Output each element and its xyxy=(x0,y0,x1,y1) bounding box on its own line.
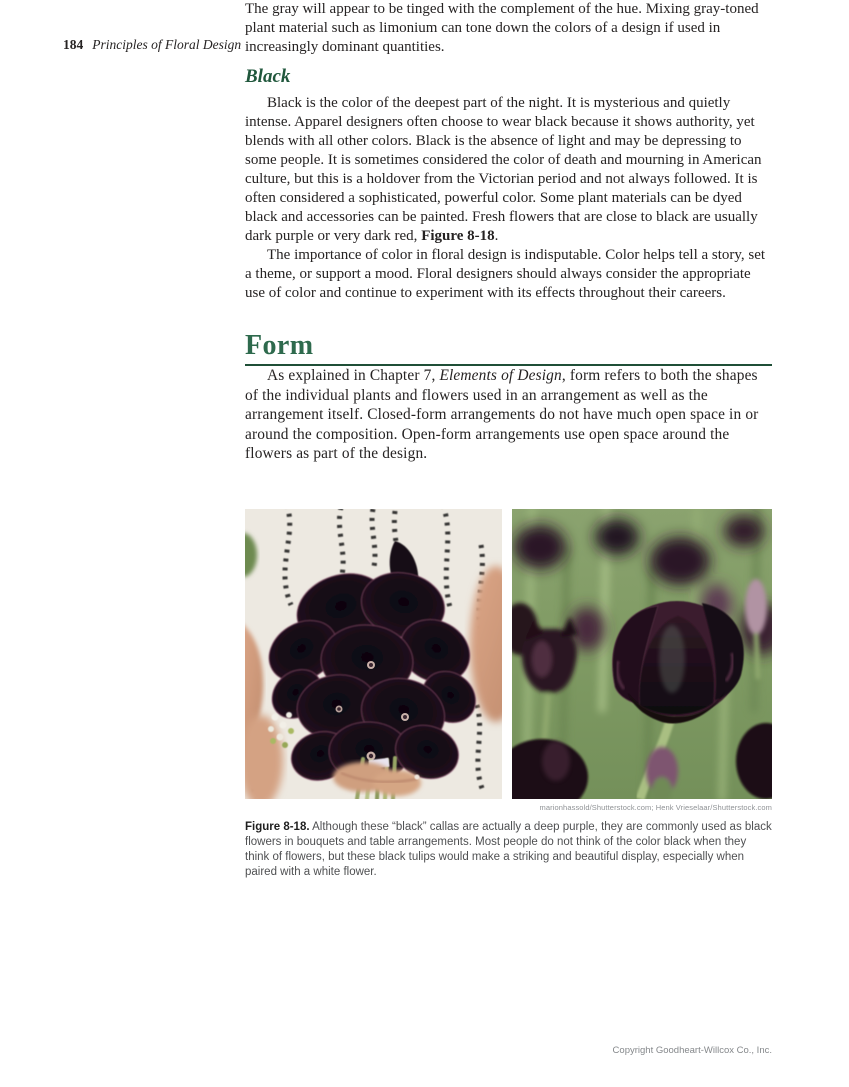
figure-8-18 xyxy=(245,509,772,880)
section-heading-form: Form xyxy=(245,330,314,361)
paragraph-gray-continuation: The gray will appear to be tinged with the complement of the hue. Mixing gray-toned plant material such as limonium can tone down the colors of a design if used in increasingly dominant quantities. xyxy=(245,1,759,55)
figure-photo-row xyxy=(245,509,772,799)
figure-caption-label: Figure 8-18. xyxy=(245,820,310,833)
paragraph-form xyxy=(245,366,772,464)
photo-credit: marionhassold/Shutterstock.com; Henk Vrieselaar/Shutterstock.com xyxy=(539,802,772,812)
paragraph-black-text: Black is the color of the deepest part of the night. It is mysterious and quietly intense. Apparel designers often choose to wear black because it shows authority, yet blends with all other colors. Black is the absence of light and may be depressing to some people. It is sometimes considered the color of death and mourning in American culture, but this is a holdover from the Victorian period and not always followed. It is often considered a sophisticated, powerful color. Some plant materials can be dyed black and accessories can be painted. Fresh flowers that are close to black are usually dark purple or very dark red, xyxy=(245,95,762,244)
page-number: 184 xyxy=(63,37,84,52)
black-calla-bouquet-photo xyxy=(245,509,502,799)
running-header xyxy=(63,37,241,53)
figure-8-18-reference: Figure 8-18 xyxy=(421,228,495,244)
copyright-notice: Copyright Goodheart-Willcox Co., Inc. xyxy=(612,1045,772,1056)
paragraph-form-text-1: As explained in Chapter 7, xyxy=(267,367,440,384)
paragraph-black-period: . xyxy=(494,228,499,244)
paragraph-black xyxy=(245,94,772,246)
figure-caption-text: Although these “black” callas are actually a deep purple, they are commonly used as black flowers in bouquets and table arrangements. Most people do not think of the color black when they think of flowers, but these black tulips would make a striking and beautiful display, especially when paired with a white flower. xyxy=(245,820,772,878)
black-tulips-photo xyxy=(512,509,772,799)
paragraph-color-importance: The importance of color in floral design is indisputable. Color helps tell a story, set a theme, or support a mood. Floral designers should always consider the appropriate use of color and continue to experiment with its effects throughout their careers. xyxy=(245,247,766,301)
paragraph-form-text-2: , form refers to both the shapes of the individual plants and flowers used in an arrangement as well as the arrangement itself. Closed-form arrangements do not have much open space in or around the composition. Open-form arrangements use open space around the flowers as part of the design. xyxy=(245,367,759,462)
elements-of-design-title: Elements of Design xyxy=(439,367,562,384)
section-heading-black: Black xyxy=(245,66,291,87)
figure-caption xyxy=(245,820,772,880)
book-title: Principles of Floral Design xyxy=(92,37,242,52)
main-text-column xyxy=(245,0,772,880)
